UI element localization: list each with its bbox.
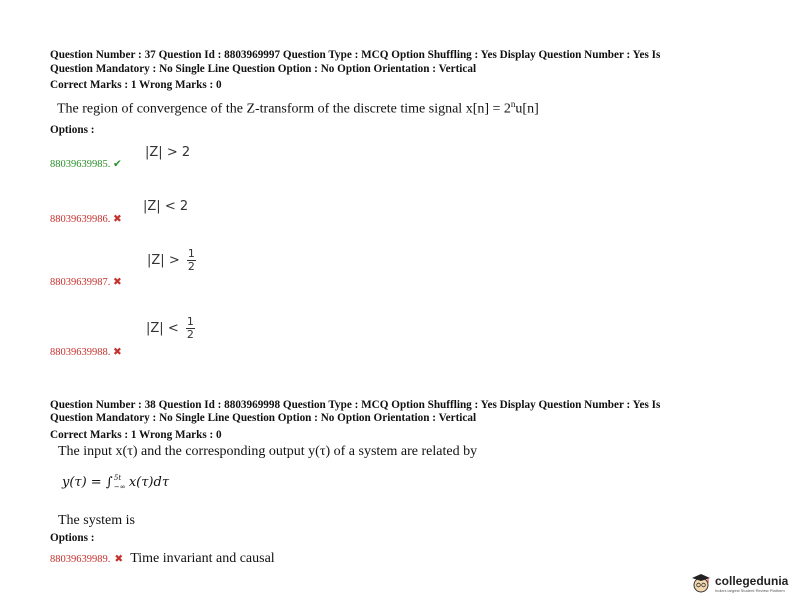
q37-question-text	[57, 99, 539, 118]
numerator: 1	[186, 315, 194, 328]
q38-question-text: The input x(τ) and the corresponding output y(τ) of a system are related by	[58, 444, 478, 459]
q37-option-1-row	[50, 158, 122, 170]
operator: >	[168, 253, 180, 268]
q37-marks: Correct Marks : 1 Wrong Marks : 0	[50, 79, 222, 91]
abs-z: |Z|	[147, 253, 165, 268]
option-id: 88039639988.	[50, 347, 111, 358]
q37-option-4-row	[50, 346, 122, 358]
q38-equation	[62, 474, 169, 492]
q38-header-line1: Question Number : 38 Question Id : 8803969998 Question Type : MCQ Option Shuffling : Yes Display Question Number : Yes Is	[50, 399, 661, 411]
operator: <	[164, 199, 176, 214]
operator: >	[166, 145, 178, 160]
q37-options-label: Options :	[50, 124, 95, 136]
lower-limit: −∞	[113, 483, 126, 492]
q37-option-3-expression	[147, 248, 196, 273]
cross-icon: ✖	[113, 277, 122, 288]
option-id: 88039639987.	[50, 277, 111, 288]
numerator: 1	[187, 247, 195, 260]
value: 2	[181, 145, 191, 160]
q37-option-1-expression	[145, 145, 190, 160]
value: 2	[179, 199, 189, 214]
q38-header-line2: Question Mandatory : No Single Line Question Option : No Option Orientation : Vertical	[50, 412, 477, 424]
fraction	[187, 248, 196, 273]
option-id: 88039639986.	[50, 214, 111, 225]
option-id: 88039639989.	[50, 554, 111, 565]
option-id: 88039639985.	[50, 159, 111, 170]
q37-question-prefix: The region of convergence of the Z-transform of the discrete time signal x[n] = 2	[57, 101, 511, 117]
denominator: 2	[187, 260, 195, 273]
cross-icon: ✖	[113, 214, 122, 225]
integrand: x(τ)dτ	[128, 475, 170, 490]
q37-option-3-row	[50, 276, 122, 288]
graduate-cap-icon	[690, 572, 712, 594]
operator: <	[167, 321, 179, 336]
q37-header-line1: Question Number : 37 Question Id : 8803969997 Question Type : MCQ Option Shuffling : Yes Display Question Number : Yes Is	[50, 49, 661, 61]
option-text: Time invariant and causal	[130, 551, 275, 566]
denominator: 2	[186, 328, 194, 341]
q37-option-2-expression	[143, 199, 188, 214]
logo-text: collegedunia	[715, 573, 789, 588]
cross-icon: ✖	[113, 347, 122, 358]
q38-option-1-row	[50, 549, 275, 567]
cross-icon: ✖	[114, 554, 124, 565]
fraction	[186, 316, 195, 341]
q38-statement: The system is	[58, 513, 135, 528]
upper-limit: 5t	[113, 474, 122, 483]
check-icon: ✔	[113, 159, 122, 170]
q37-question-suffix: u[n]	[515, 101, 539, 117]
integral-limits	[114, 474, 126, 492]
abs-z: |Z|	[145, 145, 163, 160]
equation-lhs: y(τ) = ∫	[62, 475, 113, 490]
collegedunia-logo	[690, 572, 788, 594]
q37-option-4-expression	[146, 316, 195, 341]
q37-question-sup: n	[510, 99, 516, 109]
q38-options-label: Options :	[50, 532, 95, 544]
q37-header-line2: Question Mandatory : No Single Line Question Option : No Option Orientation : Vertical	[50, 63, 477, 75]
abs-z: |Z|	[143, 199, 161, 214]
q37-option-2-row	[50, 213, 122, 225]
q38-marks: Correct Marks : 1 Wrong Marks : 0	[50, 429, 222, 441]
logo-text-block	[715, 574, 788, 593]
logo-tagline: India's largest Student Review Platform	[715, 587, 785, 593]
abs-z: |Z|	[146, 321, 164, 336]
